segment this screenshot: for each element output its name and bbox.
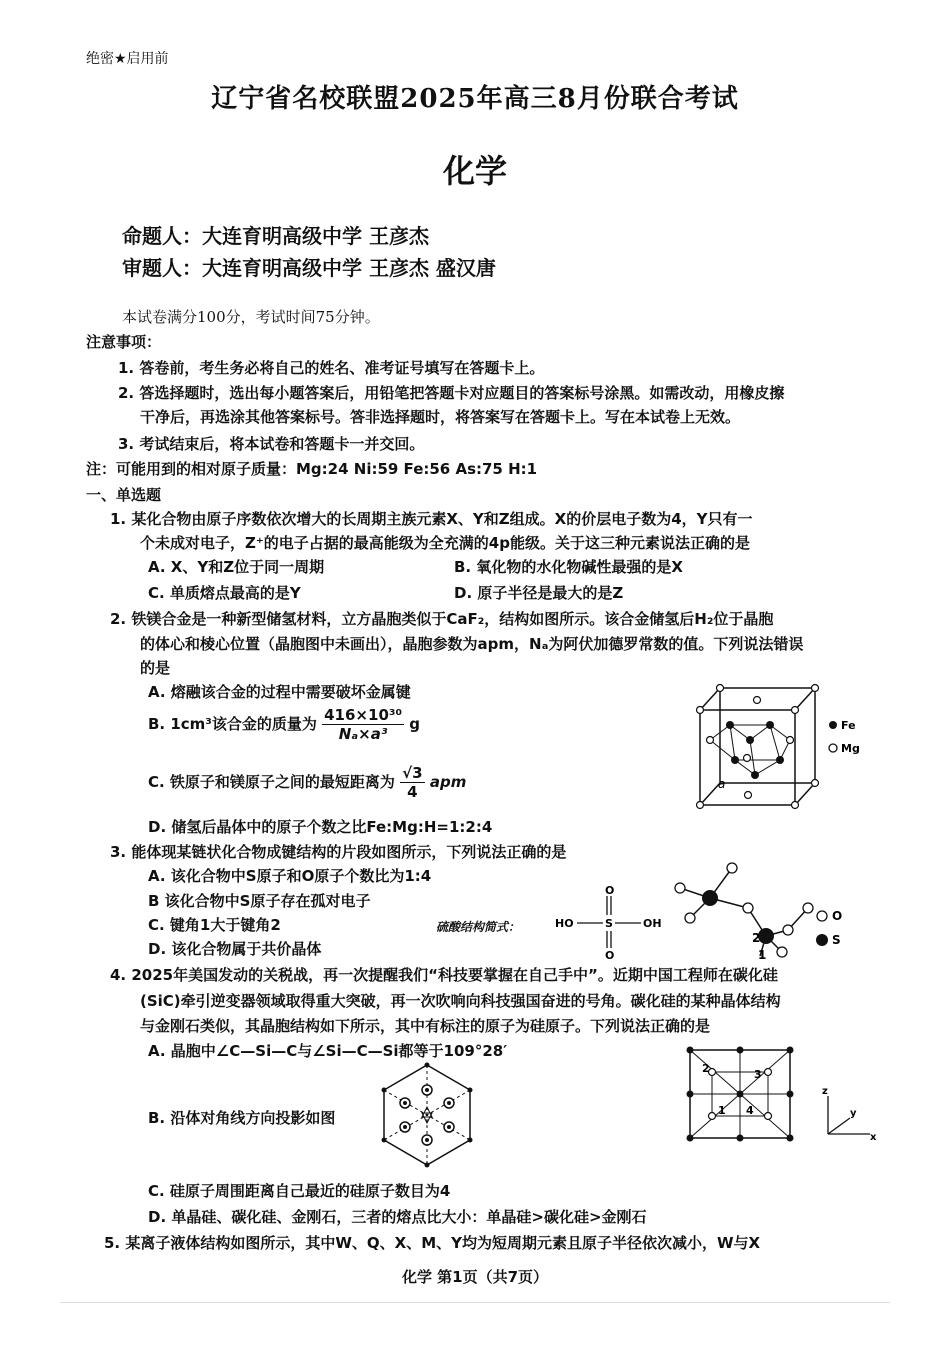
q2-option-d: D. 储氢后晶体中的原子个数之比Fe:Mg:H=1:2:4 [148, 818, 493, 836]
q2-option-b-fraction [322, 706, 404, 743]
q1-stem-line2: 个未成对电子，Z⁺的电子占据的最高能级为全充满的4p能级。关于这三种元素说法正确的是 [140, 534, 750, 552]
q1-stem-line1: 1. 某化合物由原子序数依次增大的长周期主族元素X、Y和Z组成。X的价层电子数为4，Y只有一 [110, 510, 753, 528]
formula-o-bottom: O [605, 949, 615, 962]
q3-option-d: D. 该化合物属于共价晶体 [148, 940, 322, 958]
mg-legend-dot-icon [829, 744, 837, 752]
exam-info: 本试卷满分100分，考试时间75分钟。 [122, 308, 380, 326]
q2-stem-line1: 2. 铁镁合金是一种新型储氢材料，立方晶胞类似于CaF₂，结构如图所示。该合金储氢后H₂位于晶胞 [110, 610, 774, 628]
q3-stem: 3. 能体现某链状化合物成键结构的片段如图所示，下列说法正确的是 [110, 843, 567, 861]
fe-legend-dot-icon [829, 721, 837, 729]
setter-line: 命题人：大连育明高级中学 王彦杰 [122, 224, 429, 248]
page-footer: 化学 第1页（共7页） [401, 1268, 549, 1286]
q4-option-c: C. 硅原子周围距离自己最近的硅原子数目为4 [148, 1182, 451, 1200]
q3-option-c: C. 键角1大于键角2 [148, 916, 281, 934]
q2-option-c-denominator: 4 [407, 783, 418, 801]
section-heading: 一、单选题 [86, 486, 162, 504]
axis-z-label: z [822, 1086, 828, 1097]
formula-ho: HO [555, 917, 574, 930]
q4-stem-line2: (SiC)牵引逆变器领域取得重大突破，再一次吹响向科技强国奋进的号角。碳化硅的某种晶体结构 [140, 992, 781, 1010]
q3-option-a: A. 该化合物中S原子和O原子个数比为1:4 [148, 867, 432, 885]
q2-option-b [148, 706, 420, 743]
q5-stem-line1: 5. 某离子液体结构如图所示，其中W、Q、X、M、Y均为短周期元素且原子半径依次减小，W与X [104, 1234, 761, 1252]
reviewer-line: 审题人：大连育明高级中学 王彦杰 盛汉唐 [122, 256, 496, 280]
q2-option-b-numerator: 416×10³⁰ [324, 706, 403, 724]
q4-option-b: B. 沿体对角线方向投影如图 [148, 1109, 336, 1127]
axis-y-label: y [850, 1108, 857, 1119]
q4-stem-line3: 与金刚石类似，其晶胞结构如下所示，其中有标注的原子为硅原子。下列说法正确的是 [140, 1017, 711, 1035]
q2-option-b-denominator: Nₐ×a³ [338, 725, 388, 743]
bond-angle-2-label: 2 [752, 931, 761, 945]
q2-option-c-prefix: C. 铁原子和镁原子之间的最短距离为 [148, 773, 395, 791]
q4-stem-line1: 4. 2025年美国发动的关税战，再一次提醒我们“科技要掌握在自己手中”。近期中国工程师在碳化硅 [110, 966, 778, 984]
atomic-masses: 注：可能用到的相对原子质量：Mg:24 Ni:59 Fe:56 As:75 H:1 [86, 460, 538, 478]
q4-projection-hexagon-figure [372, 1060, 482, 1170]
fe-legend-label: Fe [841, 719, 856, 732]
q2-option-b-prefix: B. 1cm³该合金的质量为 [148, 715, 317, 733]
si-label-4: 4 [746, 1104, 754, 1117]
q4-option-d: D. 单晶硅、碳化硅、金刚石，三者的熔点比大小：单晶硅>碳化硅>金刚石 [148, 1208, 647, 1226]
q2-cell-param-label: a [718, 777, 726, 791]
q2-option-c-fraction [400, 764, 424, 801]
q2-option-c [148, 764, 466, 801]
q2-stem-line2: 的体心和棱心位置（晶胞图中未画出），晶胞参数为apm，Nₐ为阿伏加德罗常数的值。下列说法错误 [140, 635, 804, 653]
q3-chain-fragment-figure [670, 860, 870, 960]
notes-heading: 注意事项： [86, 333, 162, 351]
mg-legend-label: Mg [841, 742, 860, 755]
note-1: 1. 答卷前，考生务必将自己的姓名、准考证号填写在答题卡上。 [118, 359, 545, 377]
q3-option-b: B 该化合物中S原子存在孤对电子 [148, 892, 371, 910]
o-legend-label: O [832, 909, 843, 923]
q1-option-a: A. X、Y和Z位于同一周期 [148, 558, 325, 576]
q2-option-c-unit: apm [429, 773, 467, 791]
note-2: 2. 答选择题时，选出每小题答案后，用铅笔把答题卡对应题目的答案标号涂黑。如需改动，用橡皮擦 [118, 384, 785, 402]
si-label-1: 1 [718, 1104, 726, 1117]
si-label-3: 3 [754, 1068, 762, 1081]
formula-s: S [605, 917, 613, 930]
q4-axes-figure [820, 1082, 880, 1142]
q4-sic-unit-cell-figure [680, 1042, 800, 1142]
q1-option-b: B. 氧化物的水化物碱性最强的是X [454, 558, 683, 576]
s-legend-label: S [832, 933, 841, 947]
q2-option-a: A. 熔融该合金的过程中需要破坏金属键 [148, 683, 411, 701]
axis-x-label: x [870, 1132, 877, 1142]
subject-title: 化学 [442, 152, 507, 190]
formula-oh: OH [643, 917, 662, 930]
note-2-cont: 干净后，再选涂其他答案标号。答非选择题时，将答案写在答题卡上。写在本试卷上无效。 [140, 408, 741, 426]
sulfuric-acid-formula-figure [555, 882, 675, 962]
q2-crystal-cell-figure [690, 680, 870, 810]
sulfuric-acid-label: 硫酸结构简式： [436, 920, 521, 934]
footer-divider [60, 1302, 890, 1303]
q1-option-c: C. 单质熔点最高的是Y [148, 584, 301, 602]
si-label-2: 2 [702, 1062, 710, 1075]
o-legend-dot-icon [817, 911, 827, 921]
q2-stem-line3: 的是 [140, 659, 171, 677]
secret-mark: 绝密★启用前 [86, 51, 169, 67]
q2-option-c-numerator: √3 [402, 764, 423, 782]
q4-option-a: A. 晶胞中∠C—Si—C与∠Si—C—Si都等于109°28′ [148, 1042, 508, 1060]
formula-o-top: O [605, 884, 615, 897]
q2-option-b-unit: g [409, 715, 421, 733]
note-3: 3. 考试结束后，将本试卷和答题卡一并交回。 [118, 435, 425, 453]
q1-option-d: D. 原子半径是最大的是Z [454, 584, 624, 602]
bond-angle-1-label: 1 [758, 948, 767, 960]
exam-title: 辽宁省名校联盟2025年高三8月份联合考试 [211, 84, 739, 114]
s-legend-dot-icon [816, 934, 828, 946]
